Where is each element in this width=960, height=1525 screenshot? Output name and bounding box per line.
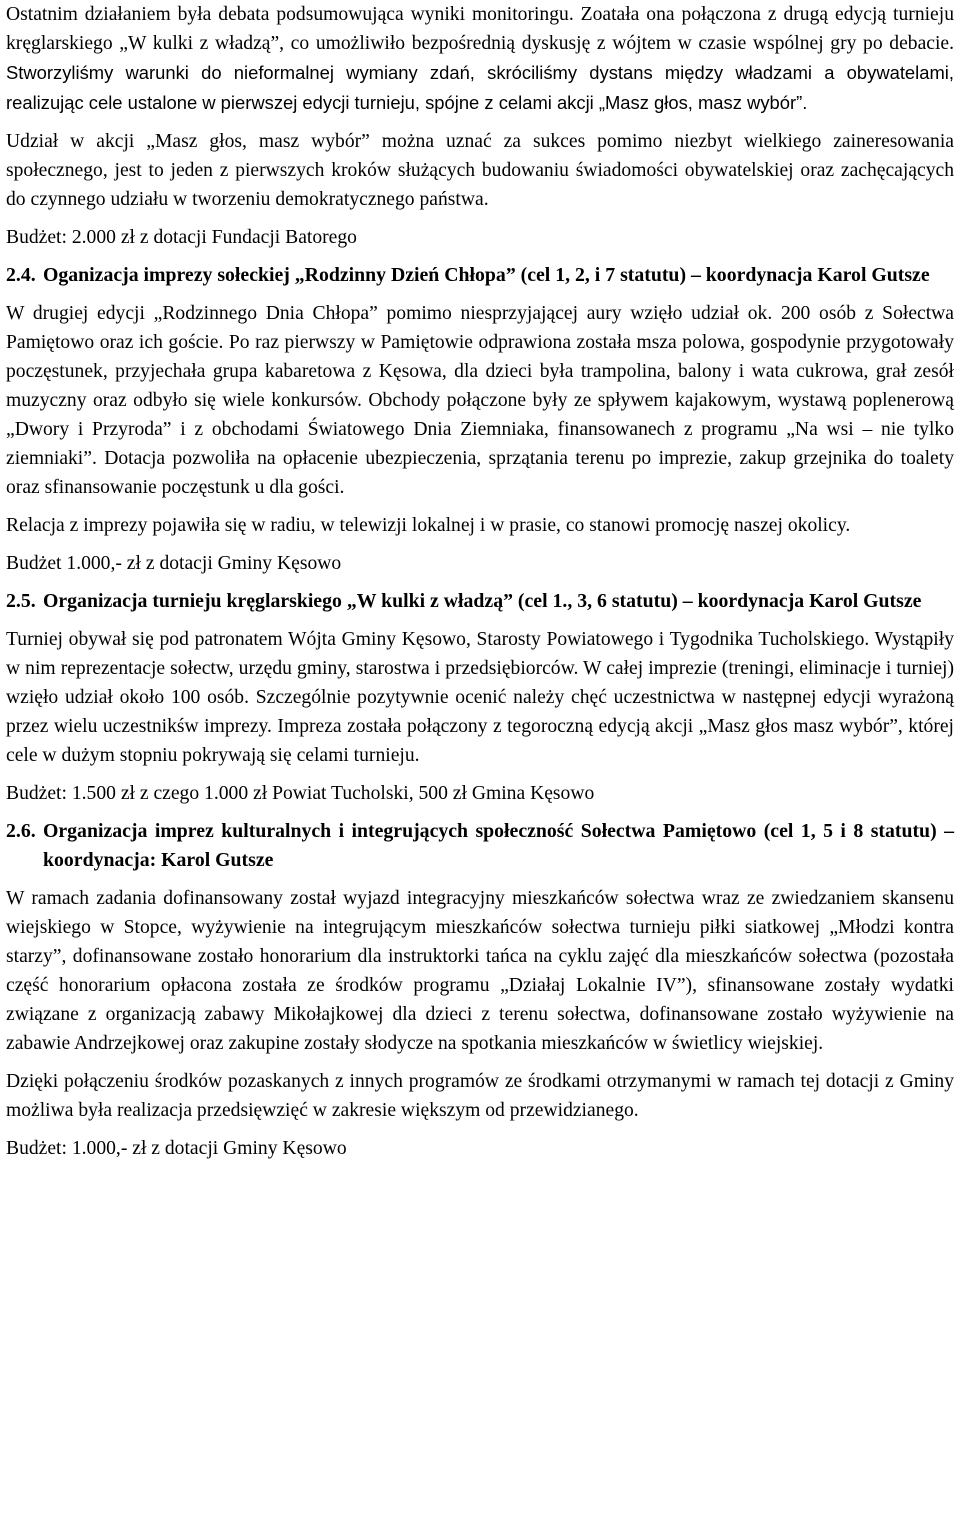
section-number: 2.4.: [6, 264, 36, 286]
paragraph-campaign-summary: Udział w akcji „Masz głos, masz wybór” można uznać za sukces pomimo niezbyt wielkiego zaineresowania społecznego, jest to jeden z pierwszych kroków służących budowaniu świadomości obywatelskiej oraz zachęcających do czynnego udziału w tworzeniu demokratycznego państwa.: [6, 131, 954, 210]
paragraph-monitoring-debate: [6, 0, 954, 118]
paragraph-bowling-tournament: Turniej obywał się pod patronatem Wójta Gminy Kęsowo, Starosty Powiatowego i Tygodnika Tucholskiego. Wystąpiły w nim reprezentacje sołectw, urzędu gminy, starostwa i przedsiębiorców. W całej imprezie (treningi, eliminacje i turniej) wzięło udział około 100 osób. Szczególnie pozytywnie ocenić należy chęć uczestnictwa w następnej edycji wyrażoną przez wielu uczestnikśw imprezy. Impreza została połączony z tegoroczną edycją akcji „Masz głos masz wybór”, której cele w dużym stopniu pokrywają się celami turnieju.: [6, 629, 954, 766]
paragraph-text: Ostatnim działaniem była debata podsumowująca wyniki monitoringu. Zoatała ona połączona z drugą edycją turnieju kręglarskiego „W kulki z władzą”, co umożliwiło bezpośrednią dyskusję z wójtem w czasie wspólnej gry po debacie.: [6, 4, 954, 54]
paragraph-cultural-events: W ramach zadania dofinansowany został wyjazd integracyjny mieszkańców sołectwa wraz ze zwiedzaniem skansenu wiejskiego w Stopce, wyżywienie na integrującym mieszkańców sołectwa turnieju piłki siatkowej „Młodzi kontra starzy”, dofinansowane zostało honorarium dla instruktorki tańca na cyklu zajęć dla mieszkańców sołectwa (pozostała część honorarium opłacona została ze środków programu „Działaj Lokalnie IV”), sfinansowane zostały wydatki związane z organizacją zabawy Mikołajkowej dla dzieci z terenu sołectwa, dofinansowane zostało wyżywienie na zabawie Andrzejkowej oraz zakupine zostały słodycze na spotkania mieszkańców w świetlicy wiejskiej.: [6, 888, 954, 1054]
section-number: 2.5.: [6, 590, 36, 612]
section-heading-2-4: [6, 261, 954, 290]
paragraph-funding-combination: Dzięki połączeniu środków pozaskanych z innych programów ze środkami otrzymanymi w ramach tej dotacji z Gminy możliwa była realizacja przedsięwzięć w zakresie większym od przewidzianego.: [6, 1071, 954, 1121]
section-heading-2-5: [6, 587, 954, 616]
budget-line: Budżet: 1.500 zł z czego 1.000 zł Powiat Tucholski, 500 zł Gmina Kęsowo: [6, 783, 595, 804]
section-title: Organizacja turnieju kręglarskiego „W kulki z władzą” (cel 1., 3, 6 statutu) – koordynacja Karol Gutsze: [43, 590, 922, 612]
budget-line: Budżet: 1.000,- zł z dotacji Gminy Kęsowo: [6, 1138, 347, 1159]
paragraph-media-coverage: Relacja z imprezy pojawiła się w radiu, w telewizji lokalnej i w prasie, co stanowi promocję naszej okolicy.: [6, 515, 851, 536]
section-title: Oganizacja imprezy sołeckiej „Rodzinny Dzień Chłopa” (cel 1, 2, i 7 statutu) – koordynacja Karol Gutsze: [43, 264, 930, 286]
section-number: 2.6.: [6, 820, 36, 842]
budget-line: Budżet: 2.000 zł z dotacji Fundacji Batorego: [6, 227, 357, 248]
paragraph-family-day: W drugiej edycji „Rodzinnego Dnia Chłopa” pomimo niesprzyjającej aury wzięło udział ok. 200 osób z Sołectwa Pamiętowo oraz ich goście. Po raz pierwszy w Pamiętowie odprawiona została msza polowa, gospodynie przygotowały poczęstunek, przyjechała grupa kabaretowa z Kęsowa, dla dzieci była trampolina, balony i wata cukrowa, grał zesół muzyczny oraz odbyło się wiele konkursów. Obchody połączone były ze spływem kajakowym, wystawą poplenerową „Dwory i Przyroda” i z obchodami Światowego Dnia Ziemniaka, finansowanech z programu „Na wsi – nie tylko ziemniaki”. Dotacja pozwoliła na opłacenie ubezpieczenia, sprzątania terenu po imprezie, zakup grzejnika do toalety oraz sfinansowanie poczęstunk u dla gości.: [6, 303, 954, 498]
paragraph-text-sans: Stworzyliśmy warunki do nieformalnej wymiany zdań, skróciliśmy dystans między władzami a obywatelami, realizując cele ustalone w pierwszej edycji turnieju, spójne z celami akcji „Masz głos, masz wybór”.: [6, 62, 954, 113]
section-heading-2-6: [6, 817, 954, 875]
budget-line: Budżet 1.000,- zł z dotacji Gminy Kęsowo: [6, 553, 342, 574]
section-title: Organizacja imprez kulturalnych i integrujących społeczność Sołectwa Pamiętowo (cel 1, 5 i 8 statutu) – koordynacja: Karol Gutsze: [43, 820, 954, 871]
